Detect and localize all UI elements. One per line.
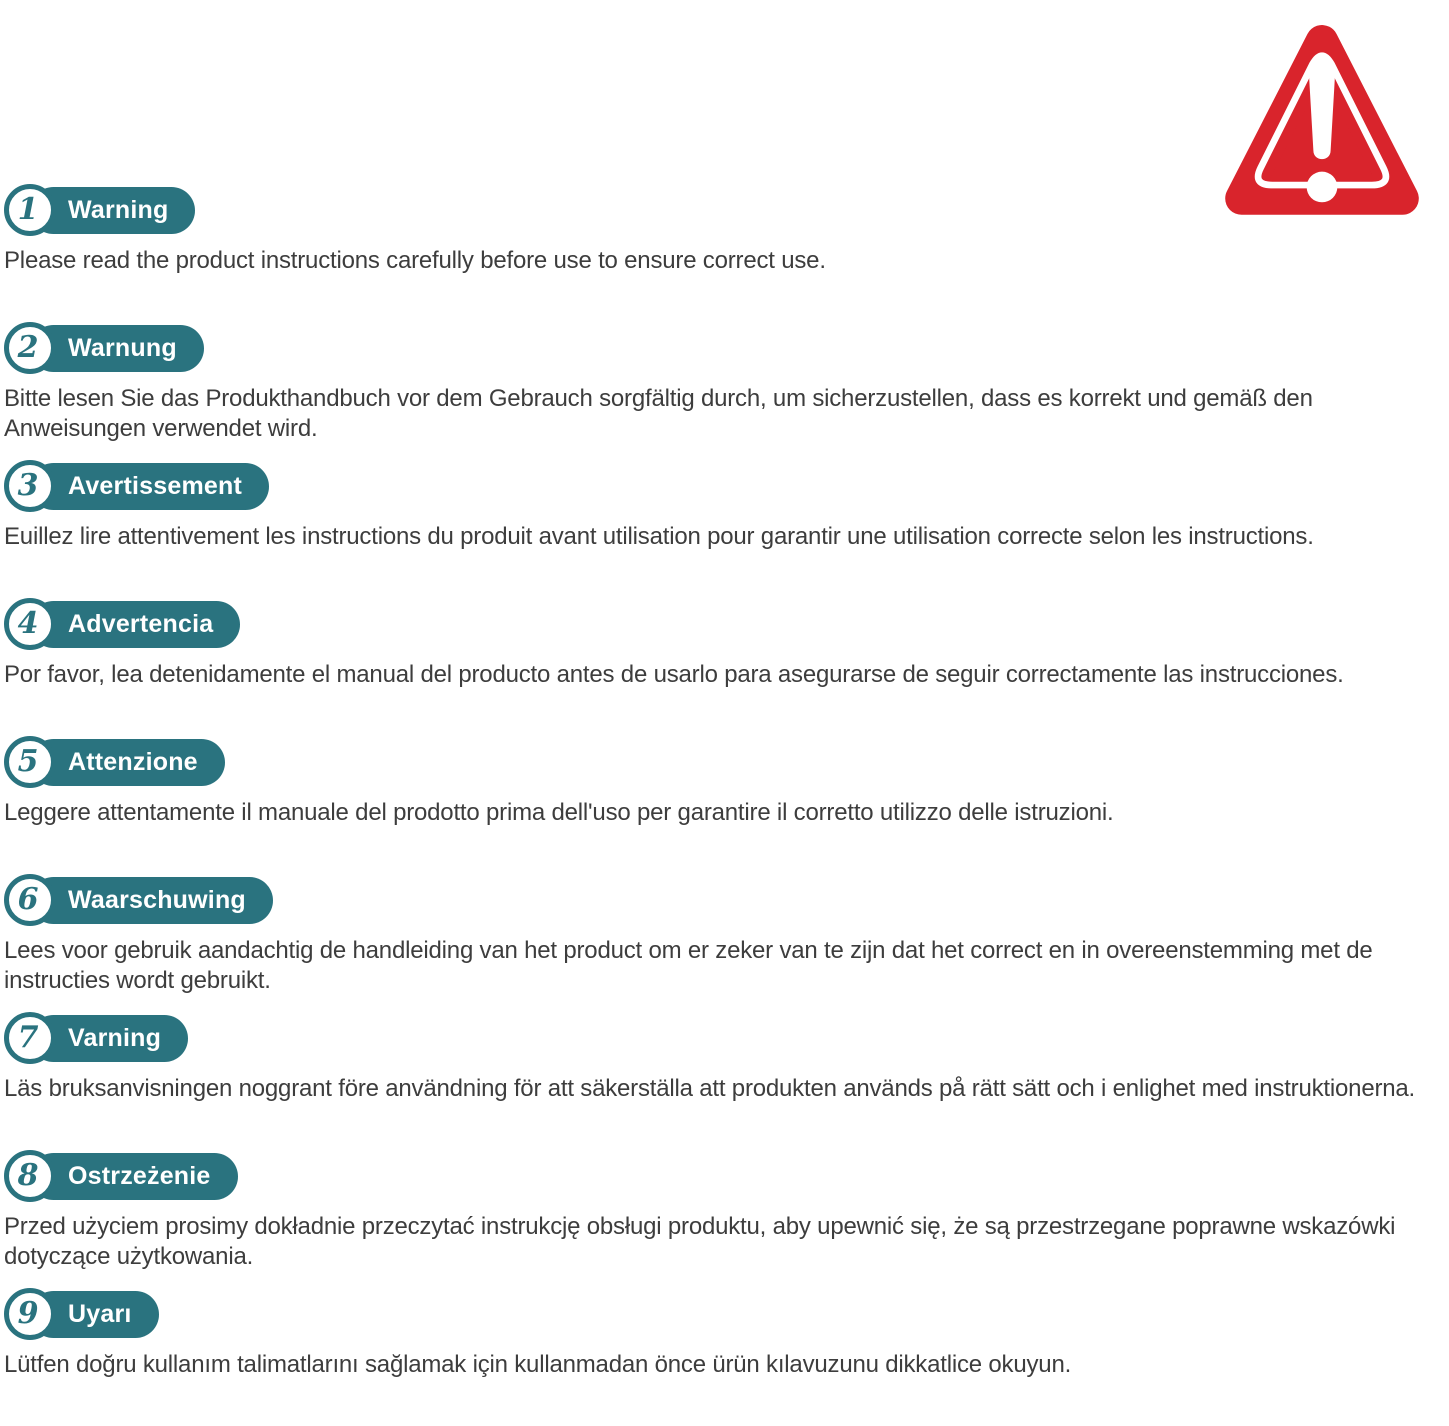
section-badge <box>4 322 1449 374</box>
warning-section <box>0 184 1449 322</box>
language-label-pill <box>30 463 269 510</box>
section-number-circle <box>4 1288 56 1340</box>
warning-section <box>0 322 1449 460</box>
language-label: Ostrzeżenie <box>68 1161 211 1190</box>
section-number-circle <box>4 460 56 512</box>
instruction-text: Por favor, lea detenidamente el manual del producto antes de usarlo para asegurarse de seguir correctamente las instrucciones. <box>4 661 1344 688</box>
instruction-text: Przed użyciem prosimy dokładnie przeczytać instrukcję obsługi produktu, aby upewnić się, że są przestrzegane poprawne wskazówki dotyczące użytkowania. <box>4 1213 1396 1270</box>
warning-section <box>0 598 1449 736</box>
language-label: Attenzione <box>68 747 198 776</box>
section-number: 3 <box>17 468 39 503</box>
warning-section <box>0 460 1449 598</box>
section-badge <box>4 184 1449 236</box>
language-label: Advertencia <box>68 609 214 638</box>
section-badge <box>4 1012 1449 1064</box>
section-badge <box>4 1288 1449 1340</box>
language-label: Avertissement <box>68 471 242 500</box>
language-label-pill <box>30 1153 238 1200</box>
section-number: 6 <box>17 882 39 917</box>
section-number: 8 <box>17 1158 39 1193</box>
section-badge <box>4 874 1449 926</box>
section-number: 9 <box>17 1296 39 1331</box>
section-number: 7 <box>17 1020 39 1055</box>
language-label: Warnung <box>68 333 177 362</box>
section-number: 5 <box>17 744 39 779</box>
section-number-circle <box>4 1012 56 1064</box>
section-badge <box>4 1150 1449 1202</box>
instruction-text: Euillez lire attentivement les instructions du produit avant utilisation pour garantir une utilisation correcte selon les instructions. <box>4 523 1314 550</box>
instruction-text: Bitte lesen Sie das Produkthandbuch vor dem Gebrauch sorgfältig durch, um sicherzustellen, dass es korrekt und gemäß den Anweisungen verwendet wird. <box>4 385 1313 442</box>
section-number: 1 <box>17 192 39 227</box>
instruction-text: Please read the product instructions carefully before use to ensure correct use. <box>4 247 826 274</box>
warning-section <box>0 874 1449 1012</box>
instruction-text: Lütfen doğru kullanım talimatlarını sağlamak için kullanmadan önce ürün kılavuzunu dikkatlice okuyun. <box>4 1351 1072 1378</box>
warning-section <box>0 1150 1449 1288</box>
instruction-text: Lees voor gebruik aandachtig de handleiding van het product om er zeker van te zijn dat het correct en in overeenstemming met de instructies wordt gebruikt. <box>4 937 1373 994</box>
section-number-circle <box>4 736 56 788</box>
section-number-circle <box>4 874 56 926</box>
section-badge <box>4 736 1449 788</box>
warning-section <box>0 1288 1449 1426</box>
language-label: Uyarı <box>68 1299 132 1328</box>
section-number: 2 <box>17 330 39 365</box>
warning-section <box>0 1012 1449 1150</box>
language-label: Warning <box>68 195 169 224</box>
instruction-text: Läs bruksanvisningen noggrant före användning för att säkerställa att produkten används på rätt sätt och i enlighet med instruktionerna. <box>4 1075 1416 1102</box>
language-label: Waarschuwing <box>68 885 246 914</box>
language-label-pill <box>30 877 273 924</box>
section-badge <box>4 598 1449 650</box>
section-number-circle <box>4 598 56 650</box>
section-number-circle <box>4 322 56 374</box>
section-number: 4 <box>17 606 39 641</box>
language-label-pill <box>30 601 240 648</box>
language-label-pill <box>30 739 225 786</box>
section-number-circle <box>4 1150 56 1202</box>
language-label-pill <box>30 325 204 372</box>
section-badge <box>4 460 1449 512</box>
warning-section <box>0 736 1449 874</box>
language-label: Varning <box>68 1023 162 1052</box>
instruction-text: Leggere attentamente il manuale del prodotto prima dell'uso per garantire il corretto utilizzo delle istruzioni. <box>4 799 1114 826</box>
section-number-circle <box>4 184 56 236</box>
